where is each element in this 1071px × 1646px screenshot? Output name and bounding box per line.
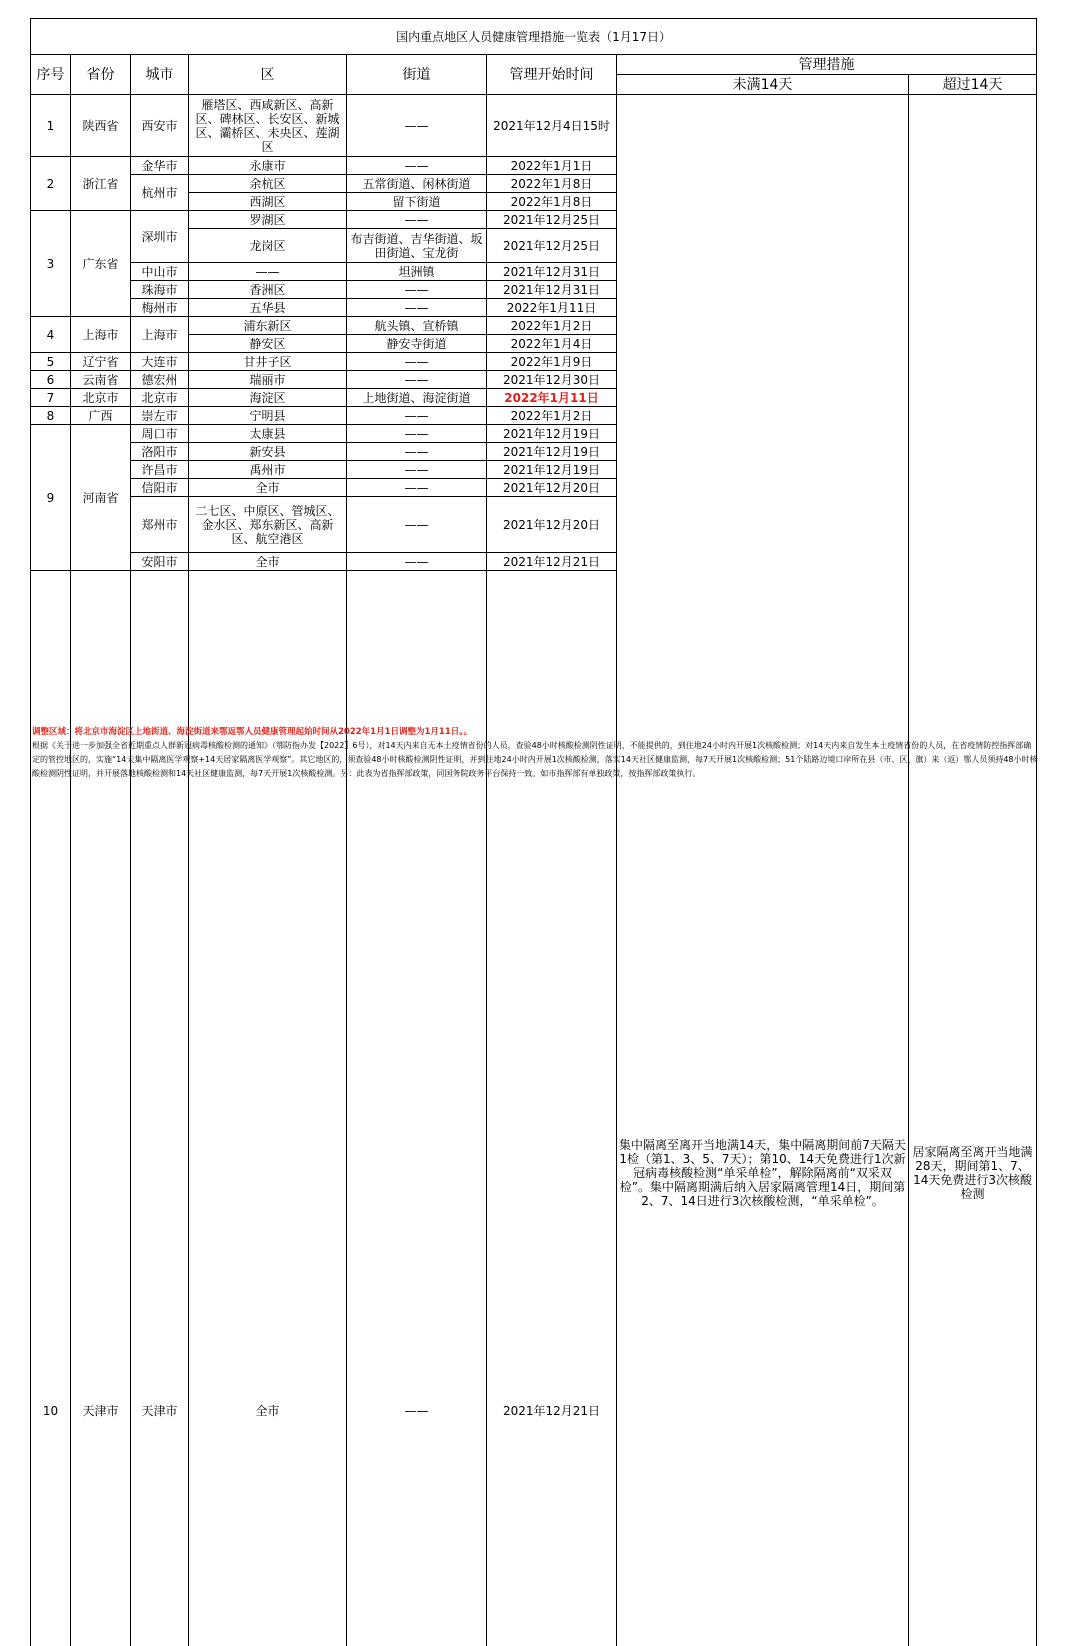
cell-time: 2021年12月25日 [487,211,617,229]
cell-seq: 4 [31,317,71,353]
cell-seq: 1 [31,95,71,157]
cell-city: 德宏州 [131,371,189,389]
cell-city: 西安市 [131,95,189,157]
header-over14: 超过14天 [909,75,1037,95]
cell-district: 永康市 [189,157,347,175]
cell-city: 天津市 [131,571,189,1646]
cell-time: 2021年12月20日 [487,497,617,553]
cell-district: 宁明县 [189,407,347,425]
cell-seq: 8 [31,407,71,425]
header-city: 城市 [131,55,189,95]
cell-time: 2021年12月30日 [487,371,617,389]
cell-district: —— [189,263,347,281]
adjustment-note: 调整区域：将北京市海淀区上地街道、海淀街道来鄂返鄂人员健康管理起始时间从2022年1月1日调整为1月11日。。 [32,725,1038,739]
cell-city: 信阳市 [131,479,189,497]
health-management-sheet [30,18,1038,1646]
cell-city: 中山市 [131,263,189,281]
cell-street: —— [347,407,487,425]
cell-district: 雁塔区、西咸新区、高新区、碑林区、长安区、新城区、灞桥区、未央区、莲湖区 [189,95,347,157]
cell-street: —— [347,443,487,461]
cell-district: 五华县 [189,299,347,317]
cell-street: 留下街道 [347,193,487,211]
cell-street: 布吉街道、吉华街道、坂田街道、宝龙街 [347,229,487,263]
cell-street: —— [347,571,487,1646]
cell-street: —— [347,95,487,157]
cell-district: 太康县 [189,425,347,443]
cell-city: 梅州市 [131,299,189,317]
cell-district: 余杭区 [189,175,347,193]
header-district: 区 [189,55,347,95]
cell-city: 郑州市 [131,497,189,553]
header-seq: 序号 [31,55,71,95]
cell-seq: 5 [31,353,71,371]
cell-street: —— [347,281,487,299]
cell-time: 2022年1月11日 [487,299,617,317]
cell-district: 全市 [189,479,347,497]
cell-time: 2021年12月25日 [487,229,617,263]
measure-over14-general: 居家隔离至离开当地满28天，期间第1、7、14天免费进行3次核酸检测 [909,95,1037,1646]
cell-district: 浦东新区 [189,317,347,335]
cell-street: —— [347,299,487,317]
cell-city: 珠海市 [131,281,189,299]
cell-time: 2022年1月4日 [487,335,617,353]
cell-seq: 9 [31,425,71,571]
cell-time: 2022年1月2日 [487,317,617,335]
cell-time: 2022年1月9日 [487,353,617,371]
measures-table [30,18,1037,1646]
cell-district: 全市 [189,571,347,1646]
cell-seq: 7 [31,389,71,407]
cell-city: 上海市 [131,317,189,353]
cell-city: 洛阳市 [131,443,189,461]
header-under14: 未满14天 [617,75,909,95]
cell-time: 2022年1月8日 [487,175,617,193]
cell-time: 2022年1月8日 [487,193,617,211]
cell-street: 五常街道、闲林街道 [347,175,487,193]
cell-district: 二七区、中原区、管城区、金水区、郑东新区、高新区、航空港区 [189,497,347,553]
cell-street: —— [347,553,487,571]
cell-province: 云南省 [71,371,131,389]
cell-district: 瑞丽市 [189,371,347,389]
cell-province: 天津市 [71,571,131,1646]
cell-street: 静安寺街道 [347,335,487,353]
cell-time: 2021年12月31日 [487,263,617,281]
cell-street: —— [347,461,487,479]
cell-district: 西湖区 [189,193,347,211]
cell-province: 广西 [71,407,131,425]
header-street: 街道 [347,55,487,95]
cell-district: 禹州市 [189,461,347,479]
cell-street: —— [347,479,487,497]
header-measures: 管理措施 [617,55,1037,75]
cell-district: 海淀区 [189,389,347,407]
cell-time: 2021年12月21日 [487,553,617,571]
cell-city: 金华市 [131,157,189,175]
cell-district: 静安区 [189,335,347,353]
cell-seq: 2 [31,157,71,211]
cell-city: 北京市 [131,389,189,407]
cell-time: 2021年12月31日 [487,281,617,299]
cell-city: 安阳市 [131,553,189,571]
cell-province: 上海市 [71,317,131,353]
cell-district: 新安县 [189,443,347,461]
cell-time: 2021年12月4日15时 [487,95,617,157]
cell-seq: 3 [31,211,71,317]
cell-street: —— [347,157,487,175]
cell-seq: 6 [31,371,71,389]
cell-city: 周口市 [131,425,189,443]
cell-province: 河南省 [71,425,131,571]
cell-time: 2021年12月21日 [487,571,617,1646]
footnotes [32,725,1038,781]
table-row [31,95,1037,157]
cell-district: 甘井子区 [189,353,347,371]
cell-city: 崇左市 [131,407,189,425]
cell-province: 北京市 [71,389,131,407]
cell-time: 2021年12月19日 [487,425,617,443]
cell-street: 航头镇、宣桥镇 [347,317,487,335]
cell-time: 2022年1月2日 [487,407,617,425]
cell-time-highlight: 2022年1月11日 [487,389,617,407]
cell-street: —— [347,497,487,553]
cell-province: 浙江省 [71,157,131,211]
cell-time: 2021年12月20日 [487,479,617,497]
cell-city: 杭州市 [131,175,189,211]
cell-province: 广东省 [71,211,131,317]
cell-time: 2021年12月19日 [487,443,617,461]
cell-district: 罗湖区 [189,211,347,229]
table-title: 国内重点地区人员健康管理措施一览表（1月17日） [31,19,1037,55]
cell-city: 许昌市 [131,461,189,479]
header-province: 省份 [71,55,131,95]
cell-street: —— [347,425,487,443]
cell-street: —— [347,353,487,371]
cell-district: 全市 [189,553,347,571]
cell-district: 龙岗区 [189,229,347,263]
measure-under14-general: 集中隔离至离开当地满14天，集中隔离期间前7天隔天1检（第1、3、5、7天）；第10、14天免费进行1次新冠病毒核酸检测“单采单检”，解除隔离前“双采双检”。集中隔离期满后纳入居家隔离管理14日，期间第2、7、14日进行3次核酸检测，“单采单检”。 [617,95,909,1646]
cell-time: 2021年12月19日 [487,461,617,479]
cell-time: 2022年1月1日 [487,157,617,175]
cell-district: 香洲区 [189,281,347,299]
cell-street: —— [347,371,487,389]
cell-province: 辽宁省 [71,353,131,371]
cell-province: 陕西省 [71,95,131,157]
cell-street: 坦洲镇 [347,263,487,281]
cell-city: 大连市 [131,353,189,371]
cell-seq: 10 [31,571,71,1646]
cell-street: 上地街道、海淀街道 [347,389,487,407]
header-start-time: 管理开始时间 [487,55,617,95]
cell-street: —— [347,211,487,229]
cell-city: 深圳市 [131,211,189,263]
policy-basis-note: 根据《关于进一步加强全省近期重点人群新冠病毒核酸检测的通知》（鄂防指办发【2022】6号），对14天内来自无本土疫情省份的人员，查验48小时核酸检测阴性证明，不能提供的，到住地24小时内开展1次核酸检测；对14天内来自发生本土疫情省份的人员，在省疫情防控指挥部确定的管控地区的，实施“14天集中隔离医学观察+14天居家隔离医学观察”。其它地区的，须查验48小时核酸检测阴性证明，并到住地24小时内开展1次核酸检测，落实14天社区健康监测，每7天开展1次核酸检测；51个陆路边境口岸所在县（市、区、旗）来（返）鄂人员须持48小时核酸检测阴性证明，并开展落地核酸检测和14天社区健康监测，每7天开展1次核酸检测。另：此表为省指挥部政策，同国务院政务平台保持一致。如市指挥部有单独政策，按指挥部政策执行。 [32,739,1038,781]
